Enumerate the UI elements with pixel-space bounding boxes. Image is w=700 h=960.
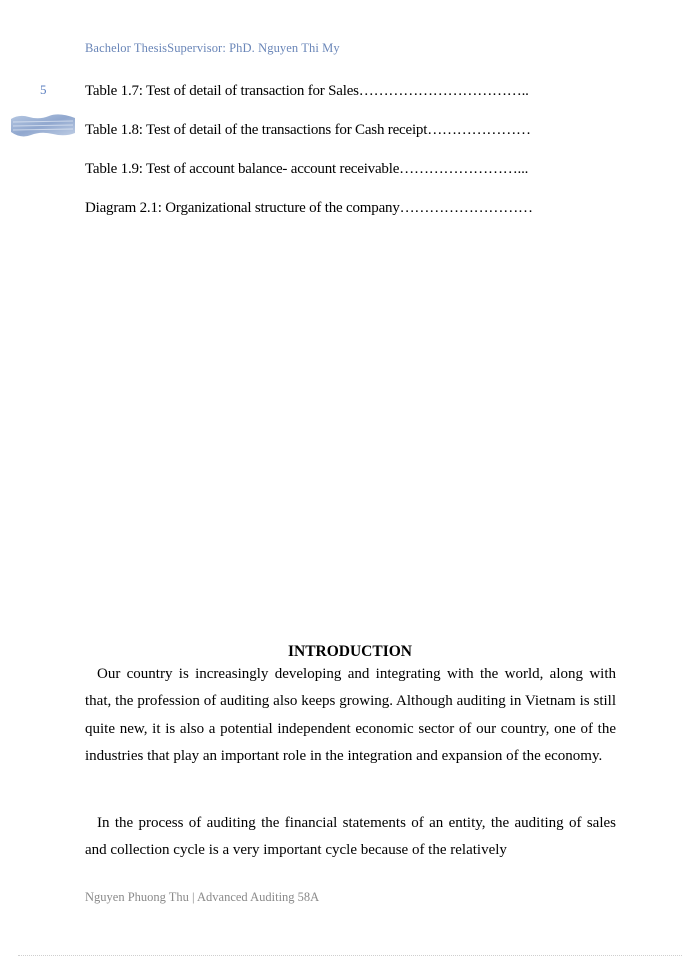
toc-entry-table-1-7: Table 1.7: Test of detail of transaction for Sales…………………………….. [85, 83, 529, 99]
page-bottom-divider [18, 955, 682, 956]
blue-scribble-mark [9, 113, 77, 138]
introduction-paragraph-1: Our country is increasingly developing and integrating with the world, along with that, the profession of auditing also keeps growing. Although auditing in Vietnam is still quite new, it is also a potential independent economic sector of our country, one of the industries that play an important role in the integration and expansion of the economy. [85, 666, 616, 764]
introduction-title: INTRODUCTION [287, 643, 412, 660]
toc-entry-diagram-2-1: Diagram 2.1: Organizational structure of the company……………………… [85, 200, 533, 216]
page-number: 5 [40, 82, 47, 97]
page-header: Bachelor ThesisSupervisor: PhD. Nguyen Thi My [85, 41, 340, 55]
toc-entry-table-1-9: Table 1.9: Test of account balance- account receivable……………………... [85, 161, 529, 177]
toc-entry-table-1-8: Table 1.8: Test of detail of the transactions for Cash receipt………………… [85, 122, 531, 138]
introduction-paragraph-2: In the process of auditing the financial statements of an entity, the auditing of sales and collection cycle is a very important cycle because of the relatively [85, 815, 616, 859]
page-footer: Nguyen Phuong Thu | Advanced Auditing 58A [85, 890, 320, 904]
